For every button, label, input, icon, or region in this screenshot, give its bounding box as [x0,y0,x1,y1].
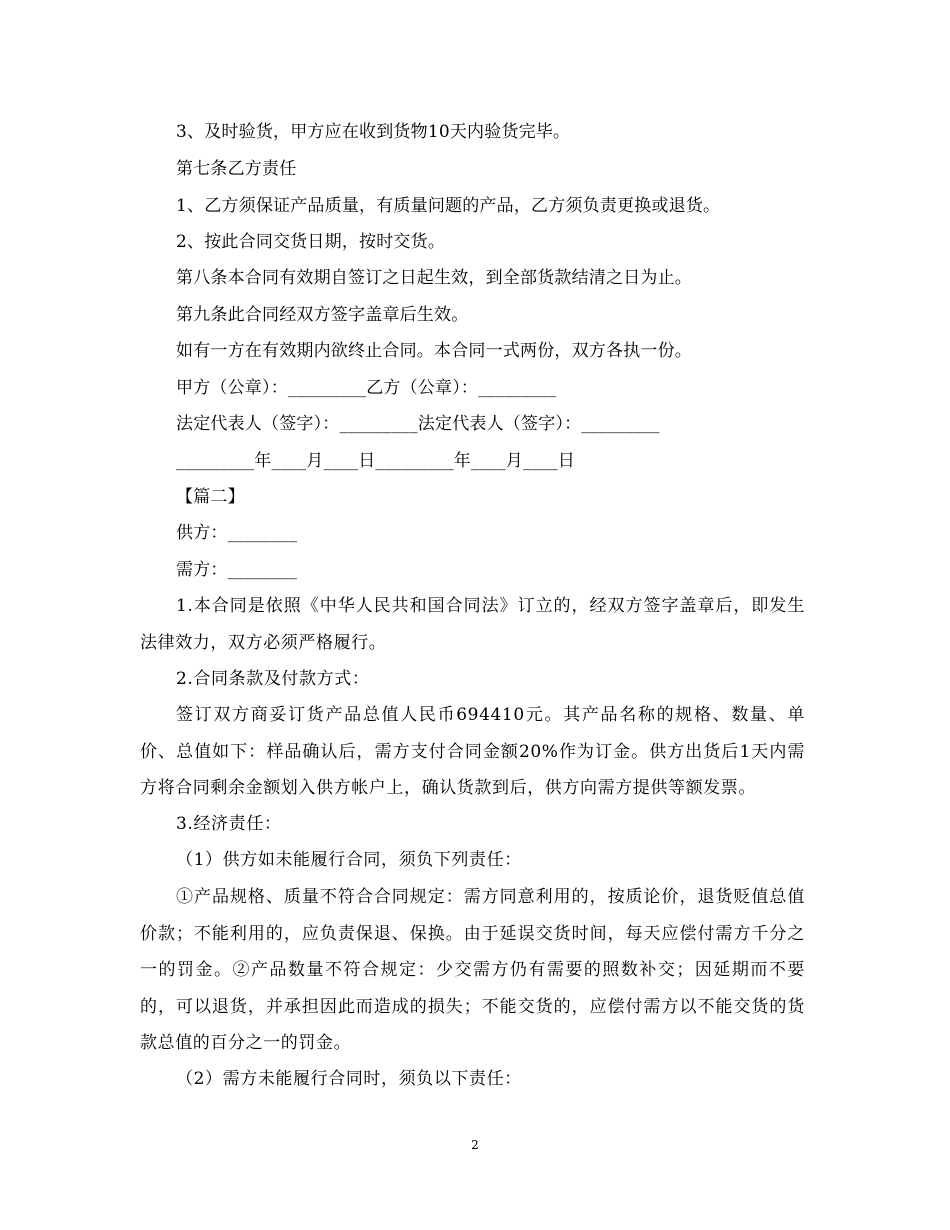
article-heading: 第八条本合同有效期自签订之日起生效，到全部货款结清之日为止。 [176,268,692,288]
paragraph: （1）供方如未能履行合同，须负下列责任： [176,850,522,870]
article-heading: 第七条乙方责任 [176,159,297,179]
section-heading: 【篇二】 [176,487,245,507]
signature-line: 法定代表人（签字）：_________法定代表人（签字）：_________ [176,414,660,434]
seal-line: 甲方（公章）：_________乙方（公章）：_________ [176,378,557,398]
paragraph: 3.经济责任： [176,814,282,834]
text-line: 3、及时验货，甲方应在收到货物10天内验货完毕。 [176,122,571,142]
paragraph: （2）需方未能履行合同时，须负以下责任： [176,1069,522,1089]
paragraph: ①产品规格、质量不符合合同规定：需方同意利用的，按质论价，退货贬值总值价款；不能利用的，应负责保退、保换。由于延误交货时间，每天应偿付需方千分之一的罚金。②产品数量不符合规定：少交需方仍有需要的照数补交；因延期而不要的，可以退货，并承担因此而造成的损失；不能交货的，应偿付需方以不能交货的货款总值的百分之一的罚金。 [140,887,805,1053]
paragraph: 2.合同条款及付款方式： [176,669,370,689]
supplier-line: 供方：________ [176,523,298,543]
text-line: 2、按此合同交货日期，按时交货。 [176,232,446,252]
paragraph: 签订双方商妥订货产品总值人民币694410元。其产品名称的规格、数量、单价、总值如下：样品确认后，需方支付合同金额20%作为订金。供方出货后1天内需方将合同剩余金额划入供方帐户上，确认货款到后，供方向需方提供等额发票。 [140,705,805,798]
page-number: 2 [471,1138,479,1152]
article-heading: 第九条此合同经双方签字盖章后生效。 [176,305,469,325]
buyer-line: 需方：________ [176,560,298,580]
text-line: 1、乙方须保证产品质量，有质量问题的产品，乙方须负责更换或退货。 [176,196,721,216]
text-line: 如有一方在有效期内欲终止合同。本合同一式两份，双方各执一份。 [176,341,692,361]
paragraph: 1.本合同是依照《中华人民共和国合同法》订立的，经双方签字盖章后，即发生法律效力，双方必须严格履行。 [140,596,805,653]
date-line: _________年____月____日_________年____月____日 [176,451,575,471]
